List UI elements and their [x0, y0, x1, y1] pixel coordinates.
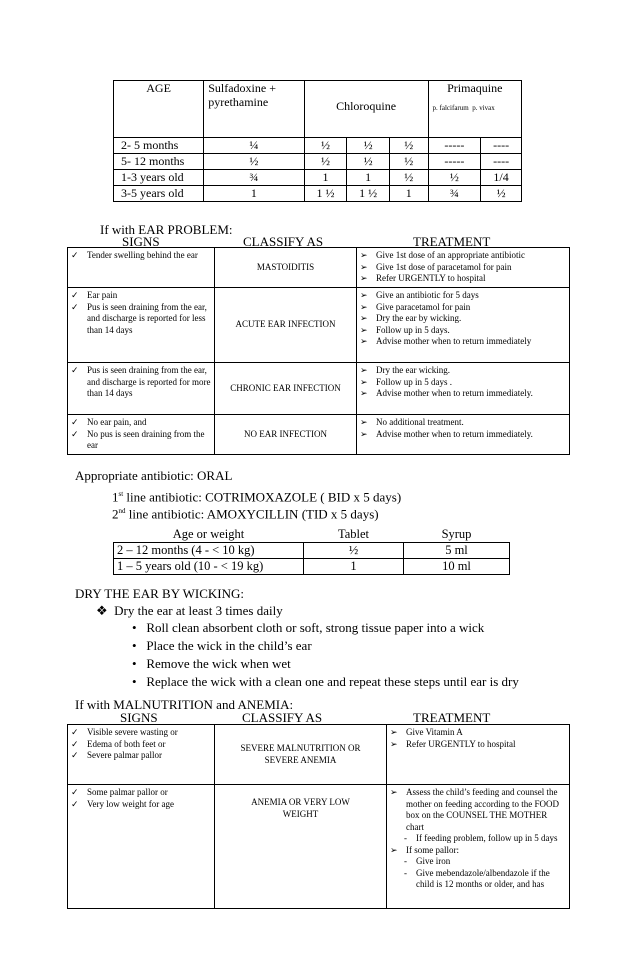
classify-cell: ANEMIA OR VERY LOW WEIGHT [215, 785, 387, 909]
cell: ½ [347, 154, 390, 170]
list-item: ✓ No pus is seen draining from the ear [71, 428, 205, 450]
list-item: ✓ Ear pain [71, 290, 118, 300]
primaquine-header [428, 81, 521, 138]
cell: ¾ [204, 170, 304, 186]
cell: ½ [481, 186, 522, 202]
ear-classification-table [67, 247, 570, 455]
list-item: - If feeding problem, follow up in 5 days [404, 833, 558, 843]
classify-cell: SEVERE MALNUTRITION OR SEVERE ANEMIA [215, 725, 387, 785]
check-icon: ✓ [71, 290, 79, 300]
list-item: ➢ Advise mother when to return immediately. [360, 428, 533, 439]
cell: 1 [204, 186, 304, 202]
vivax-label: p. vivax [472, 104, 495, 112]
arrow-bullet-icon: ➢ [360, 336, 368, 346]
list-item: ➢ Assess the child’s feeding and counsel the mother on feeding according to the FOOD box on the COUNSEL THE MOTHER chart [390, 787, 559, 832]
arrow-bullet-icon: ➢ [360, 290, 368, 300]
check-icon: ✓ [71, 738, 79, 749]
check-icon: ✓ [71, 417, 79, 427]
ear-section-title: If with EAR PROBLEM: [100, 222, 233, 237]
check-icon: ✓ [71, 798, 79, 809]
list-item: ➢ Follow up in 5 days . [360, 376, 453, 387]
wicking-step: • Place the wick in the child’s ear [132, 638, 312, 653]
treatment-cell [357, 363, 570, 415]
classify-cell: MASTOIDITIS [215, 248, 357, 288]
treatment-cell [387, 725, 570, 785]
wicking-main-item: ❖ Dry the ear at least 3 times daily [96, 603, 283, 618]
list-item: ➢ Give an antibiotic for 5 days [360, 290, 479, 300]
cell: 10 ml [404, 559, 510, 575]
list-item: ✓ No ear pain, and [71, 417, 147, 427]
arrow-bullet-icon: ➢ [390, 844, 398, 855]
cell: ½ [304, 138, 347, 154]
check-icon: ✓ [71, 250, 79, 260]
table-header-row [114, 527, 510, 543]
arrow-bullet-icon: ➢ [390, 787, 398, 797]
arrow-bullet-icon: ➢ [360, 313, 368, 323]
cell: ¼ [204, 138, 304, 154]
ear-signs-header: SIGNS [122, 234, 160, 249]
signs-cell [68, 363, 215, 415]
check-icon: ✓ [71, 301, 79, 312]
first-line-antibiotic: 1st line antibiotic: COTRIMOXAZOLE ( BID x 5 days) [112, 489, 402, 505]
cell: 1/4 [481, 170, 522, 186]
cell: 1 ½ [347, 186, 390, 202]
signs-cell [68, 248, 215, 288]
list-item: ✓ Pus is seen draining from the ear, and discharge is reported for more than 14 days [71, 365, 211, 398]
table-row [68, 288, 570, 363]
table-row [68, 415, 570, 455]
treatment-cell [387, 785, 570, 909]
cell: 2- 5 months [114, 138, 204, 154]
cell: ---- [481, 154, 522, 170]
cell: ½ [389, 170, 428, 186]
list-item: ➢ Advise mother when to return immediately [360, 336, 532, 346]
signs-cell [68, 725, 215, 785]
cell: ½ [428, 170, 481, 186]
cell: 2 – 12 months (4 - < 10 kg) [114, 543, 304, 559]
list-item: ➢ Follow up in 5 days. [360, 324, 450, 335]
sulfadoxine-header: Sulfadoxine + pyrethamine [204, 81, 304, 138]
list-item: ➢ Give 1st dose of paracetamol for pain [360, 261, 512, 272]
ear-classify-header: CLASSIFY AS [243, 234, 324, 249]
malnutrition-signs-header: SIGNS [120, 710, 158, 725]
dash-bullet-icon: - [404, 833, 407, 843]
list-item: ➢ Dry the ear by wicking. [360, 313, 462, 323]
cell: ----- [428, 138, 481, 154]
cell: 1-3 years old [114, 170, 204, 186]
cell: 1 [347, 170, 390, 186]
table-row [114, 559, 510, 575]
treatment-cell [357, 248, 570, 288]
table-row [114, 138, 522, 154]
cell: ½ [204, 154, 304, 170]
arrow-bullet-icon: ➢ [360, 261, 368, 272]
cell: 1 [389, 186, 428, 202]
arrow-bullet-icon: ➢ [360, 388, 368, 398]
malnutrition-classification-table [67, 724, 570, 909]
check-icon: ✓ [71, 365, 79, 375]
table-row [68, 725, 570, 785]
table-row [114, 170, 522, 186]
primaquine-subheaders [429, 101, 521, 115]
list-item: ✓ Very low weight for age [71, 798, 174, 809]
wicking-step: • Remove the wick when wet [132, 656, 291, 671]
arrow-bullet-icon: ➢ [360, 417, 368, 427]
dash-bullet-icon: - [404, 856, 407, 866]
cell: 5 ml [404, 543, 510, 559]
bullet-icon: • [132, 620, 137, 635]
column-header: Tablet [304, 527, 404, 543]
ear-treatment-header: TREATMENT [413, 234, 491, 249]
list-item: ➢ If some pallor: [390, 844, 459, 855]
check-icon: ✓ [71, 727, 79, 737]
list-item: ➢ Refer URGENTLY to hospital [390, 738, 516, 749]
second-line-antibiotic: 2nd line antibiotic: AMOXYCILLIN (TID x 5 days) [112, 506, 379, 522]
wicking-heading: DRY THE EAR BY WICKING: [75, 586, 244, 601]
antibiotic-dose-table [113, 527, 510, 575]
list-item: ➢ No additional treatment. [360, 417, 464, 427]
check-icon: ✓ [71, 787, 79, 797]
table-row [114, 154, 522, 170]
arrow-bullet-icon: ➢ [360, 250, 368, 260]
arrow-bullet-icon: ➢ [360, 324, 368, 335]
arrow-bullet-icon: ➢ [390, 738, 398, 749]
check-icon: ✓ [71, 750, 79, 760]
cell: ----- [428, 154, 481, 170]
column-header: Age or weight [114, 527, 304, 543]
cell: 1 [304, 170, 347, 186]
signs-cell [68, 785, 215, 909]
list-item: ✓ Edema of both feet or [71, 738, 166, 749]
dash-bullet-icon: - [404, 867, 407, 878]
list-item: ➢ Give 1st dose of an appropriate antibiotic [360, 250, 525, 260]
bullet-icon: • [132, 656, 137, 671]
treatment-cell [357, 288, 570, 363]
malnutrition-treatment-header: TREATMENT [413, 710, 491, 725]
malnutrition-section-title: If with MALNUTRITION and ANEMIA: [75, 697, 294, 712]
table-row [114, 543, 510, 559]
list-item: ✓ Tender swelling behind the ear [71, 250, 198, 260]
cell: ½ [347, 138, 390, 154]
signs-cell [68, 288, 215, 363]
table-row [114, 186, 522, 202]
dosage-table [113, 80, 522, 202]
classify-cell: NO EAR INFECTION [215, 415, 357, 455]
arrow-bullet-icon: ➢ [390, 727, 398, 737]
cell: ½ [389, 138, 428, 154]
bullet-icon: • [132, 674, 137, 689]
malnutrition-classify-header: CLASSIFY AS [242, 710, 323, 725]
table-row [68, 248, 570, 288]
cell: ¾ [428, 186, 481, 202]
list-item: ✓ Pus is seen draining from the ear, and discharge is reported for less than 14 days [71, 301, 207, 335]
list-item: ✓ Visible severe wasting or [71, 727, 178, 737]
arrow-bullet-icon: ➢ [360, 428, 368, 439]
cell: ½ [304, 543, 404, 559]
column-header: Syrup [404, 527, 510, 543]
list-item: ➢ Refer URGENTLY to hospital [360, 273, 486, 283]
list-item: ➢ Give Vitamin A [390, 727, 463, 737]
treatment-cell [357, 415, 570, 455]
list-item: - Give iron [404, 856, 451, 866]
classify-cell: CHRONIC EAR INFECTION [215, 363, 357, 415]
cell: 1 [304, 559, 404, 575]
cell: 3-5 years old [114, 186, 204, 202]
list-item: ✓ Severe palmar pallor [71, 750, 162, 760]
cell: ---- [481, 138, 522, 154]
antibiotic-heading: Appropriate antibiotic: ORAL [75, 468, 233, 483]
list-item: ✓ Some palmar pallor or [71, 787, 168, 797]
cell: 5- 12 months [114, 154, 204, 170]
wicking-step: • Roll clean absorbent cloth or soft, strong tissue paper into a wick [132, 620, 485, 635]
cell: ½ [389, 154, 428, 170]
classify-cell: ACUTE EAR INFECTION [215, 288, 357, 363]
table-row [68, 785, 570, 909]
cell: ½ [304, 154, 347, 170]
primaquine-label: Primaquine [447, 81, 503, 95]
age-header: AGE [114, 81, 204, 138]
arrow-bullet-icon: ➢ [360, 301, 368, 312]
check-icon: ✓ [71, 428, 79, 439]
arrow-bullet-icon: ➢ [360, 376, 368, 387]
bullet-icon: • [132, 638, 137, 653]
list-item: ➢ Advise mother when to return immediately. [360, 388, 533, 398]
chloroquine-header: Chloroquine [304, 81, 428, 138]
falciparum-label: p. falcifarum [432, 104, 469, 112]
cell: 1 – 5 years old (10 - < 19 kg) [114, 559, 304, 575]
table-row [68, 363, 570, 415]
cell: 1 ½ [304, 186, 347, 202]
arrow-bullet-icon: ➢ [360, 273, 368, 283]
list-item: ➢ Dry the ear wicking. [360, 365, 450, 375]
signs-cell [68, 415, 215, 455]
arrow-bullet-icon: ➢ [360, 365, 368, 375]
wicking-step: • Replace the wick with a clean one and repeat these steps until ear is dry [132, 674, 519, 689]
list-item: ➢ Give paracetamol for pain [360, 301, 471, 312]
diamond-bullet-icon: ❖ [96, 603, 108, 618]
list-item: - Give mebendazole/albendazole if the child is 12 months or older, and has [404, 867, 550, 889]
